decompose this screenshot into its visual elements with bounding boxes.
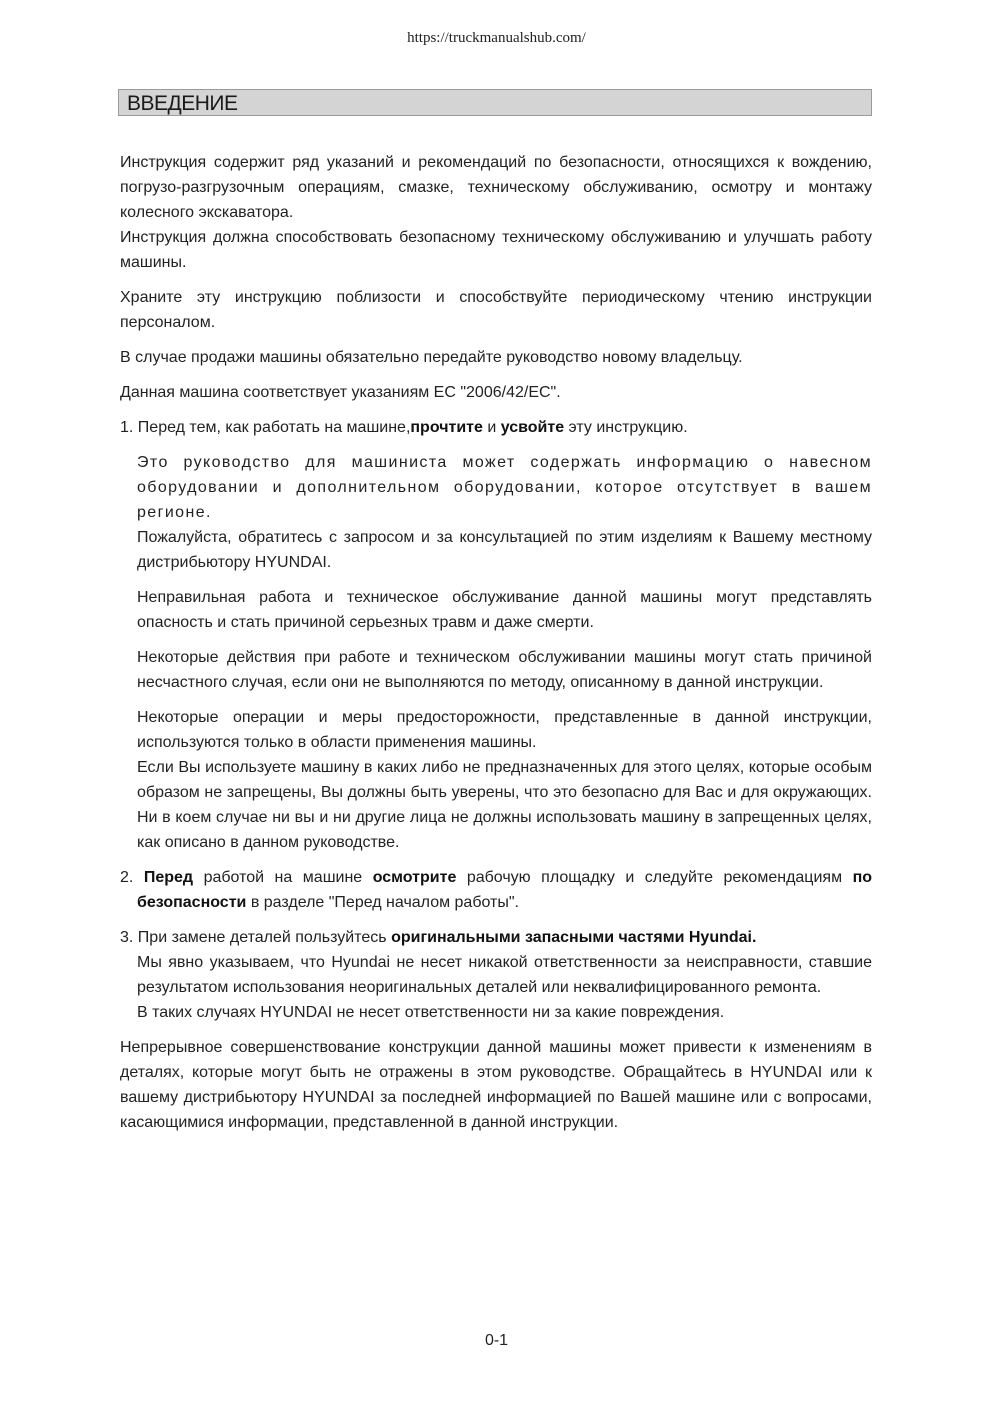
list-item-3-details [120, 950, 872, 1025]
list-item-3 [120, 925, 872, 950]
list-item-1 [120, 415, 872, 440]
list-item-3-prefix: 3. При замене деталей пользуйтесь [120, 929, 392, 946]
source-url[interactable]: https://truckmanualshub.com/ [407, 30, 586, 46]
item1-paragraph-1: Это руководство для машиниста может содержать информацию о навесном оборудовании и дополнительном оборудовании, которое отсутствует в вашем регионе. [137, 454, 872, 521]
list-item-2-bold-before: Перед [143, 869, 194, 886]
item1-paragraph-3: Некоторые действия при работе и техническом обслуживании машины могут стать причиной несчастного случая, если они не выполняются по методу, описанному в данной инструкции. [137, 649, 872, 691]
section-title: ВВЕДЕНИЕ [127, 92, 238, 115]
intro-paragraph-1: Инструкция содержит ряд указаний и рекомендаций по безопасности, относящихся к вождению, погрузо-разгрузочным операциям, смазке, техническому обслуживанию, осмотру и монтажу колесного экскаватора. [120, 154, 872, 221]
list-item-2 [120, 865, 872, 915]
list-item-3-bold-parts: оригинальными запасными частями Hyundai. [391, 929, 757, 946]
page-number: 0-1 [484, 1332, 509, 1349]
list-item-1-suffix: эту инструкцию. [564, 419, 688, 436]
list-item-1-bold-learn: усвойте [500, 419, 565, 436]
closing-paragraph: Непрерывное совершенствование конструкции данной машины может привести к изменениям в деталях, которые могут быть не отражены в этом руководстве. Обращайтесь в HYUNDAI или к вашему дистрибьютору HYUNDAI за последней информацией по Вашей машине или с вопросами, касающимися информации, представленной в данной инструкции. [120, 1039, 872, 1131]
intro-paragraph-3: Храните эту инструкцию поблизости и способствуйте периодическому чтению инструкции персоналом. [120, 289, 872, 331]
intro-paragraph-4: В случае продажи машины обязательно передайте руководство новому владельцу. [120, 349, 743, 366]
list-item-1-details [120, 450, 872, 855]
list-item-2-text-1: работой на машине [193, 869, 373, 886]
list-item-1-prefix: 1. Перед тем, как работать на машине, [120, 419, 411, 436]
document-body [120, 150, 872, 1145]
list-item-2-num: 2. [120, 869, 144, 886]
list-item-2-text-3: в разделе "Перед началом работы". [246, 894, 519, 911]
intro-paragraph-5: Данная машина соответствует указаниям ЕС "2006/42/EC". [120, 384, 561, 401]
item1-paragraph-2: Неправильная работа и техническое обслуживание данной машины могут представлять опасность и стать причиной серьезных травм и даже смерти. [137, 589, 872, 631]
item3-paragraph-2: В таких случаях HYUNDAI не несет ответственности ни за какие повреждения. [137, 1004, 725, 1021]
list-item-2-bold-safety: по безопасности [137, 869, 873, 911]
list-item-1-mid: и [482, 419, 501, 436]
item3-paragraph-1: Мы явно указываем, что Hyundai не несет никакой ответственности за неисправности, ставшие результатом использования неоригинальных деталей или неквалифицированного ремонта. [137, 954, 872, 996]
item1-paragraph-1b: Пожалуйста, обратитесь с запросом и за консультацией по этим изделиям к Вашему местному дистрибьютору HYUNDAI. [137, 529, 872, 571]
item1-paragraph-5: Если Вы используете машину в каких либо не предназначенных для этого целях, которые особым образом не запрещены, Вы должны быть уверены, что это безопасно для Вас и для окружающих. Ни в коем случае ни вы и ни другие лица не должны использовать машину в запрещенных целях, как описано в данном руководстве. [137, 759, 872, 851]
section-title-bar [118, 89, 872, 116]
list-item-2-bold-inspect: осмотрите [372, 869, 457, 886]
list-item-2-text-2: рабочую площадку и следуйте рекомендациям [456, 869, 853, 886]
list-item-1-bold-read: прочтите [410, 419, 483, 436]
item1-paragraph-4: Некоторые операции и меры предосторожности, представленные в данной инструкции, используются только в области применения машины. [137, 709, 872, 751]
intro-paragraph-2: Инструкция должна способствовать безопасному техническому обслуживанию и улучшать работу машины. [120, 229, 872, 271]
